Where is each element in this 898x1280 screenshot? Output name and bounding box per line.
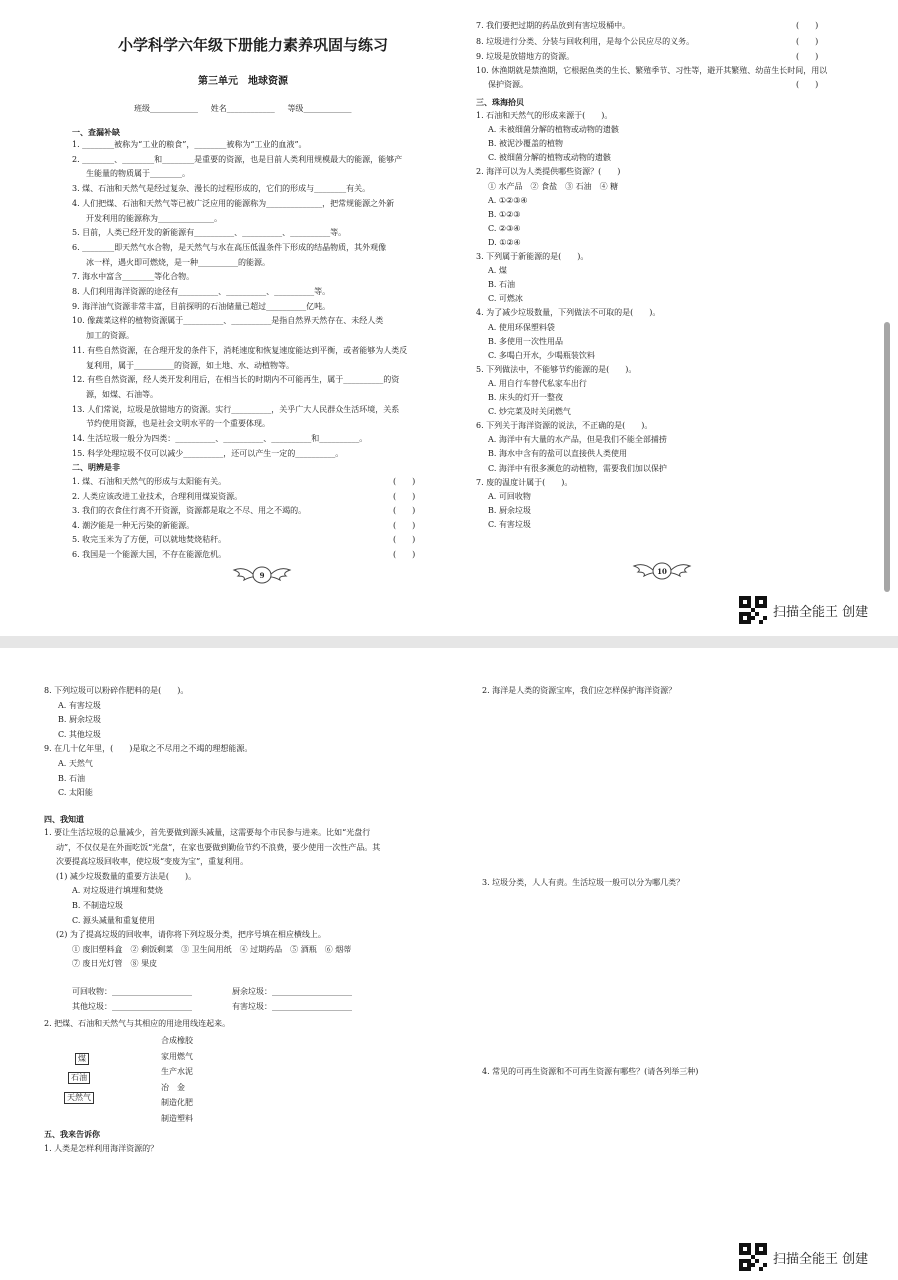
mc-option[interactable]: C. ②③④ <box>488 223 521 233</box>
question-line: 1. 要让生活垃圾的总量减少，首先要做到源头减量，这需要每个市民参与进来。比如“光盘行 <box>44 828 371 837</box>
question-line-continued[interactable]: 开发利用的能源称为______________。 <box>86 213 222 223</box>
section-heading: 四、我知道 <box>44 814 84 824</box>
page-number: 9 <box>259 571 265 580</box>
statement-item-continued: 保护资源。 <box>488 80 528 89</box>
category-other[interactable]: 其他垃圾：____________________ <box>72 1002 192 1011</box>
unit-heading: 第三单元 地球资源 <box>198 76 288 87</box>
qr-code-icon <box>739 1243 767 1271</box>
mc-question: 4. 为了减少垃圾数量，下列做法不可取的是( )。 <box>476 308 661 318</box>
question-line[interactable]: 5. 目前，人类已经开发的新能源有__________、__________、__________等。 <box>72 228 347 238</box>
mc-option[interactable]: A. 未被细菌分解的植物或动物的遗骸 <box>488 125 619 135</box>
use-item[interactable]: 冶 金 <box>161 1082 185 1092</box>
answer-parentheses[interactable]: ( ) <box>393 535 416 545</box>
mc-option[interactable]: A. 使用环保塑料袋 <box>488 322 555 332</box>
mc-option[interactable]: B. ①②③ <box>488 209 521 219</box>
mc-question: 2. 海洋可以为人类提供哪些资源？( ) <box>476 167 621 177</box>
statement-item: 6. 我国是一个能源大国，不存在能源危机。 <box>72 550 227 559</box>
page-number: 10 <box>657 567 667 576</box>
statement-item: 3. 我们的衣食住行离不开资源，资源都是取之不尽、用之不竭的。 <box>72 506 307 516</box>
fuel-box[interactable] <box>75 1053 89 1065</box>
answer-parentheses[interactable]: ( ) <box>796 80 819 89</box>
question-line[interactable]: 15. 科学处理垃圾不仅可以减少__________，还可以产生一定的__________。 <box>72 448 344 458</box>
question-line: (1) 减少垃圾数量的重要方法是( )。 <box>56 871 197 881</box>
question-line[interactable]: 7. 海水中富含________等化合物。 <box>72 272 195 282</box>
statement-item: 7. 我们要把过期的药品放到有害垃圾桶中。 <box>476 21 631 30</box>
answer-parentheses[interactable]: ( ) <box>393 520 416 530</box>
section-heading: 二、明辨是非 <box>72 462 120 472</box>
open-question: 1. 人类是怎样利用海洋资源的？ <box>44 1144 159 1153</box>
category-kitchen[interactable]: 厨余垃圾：____________________ <box>232 987 352 996</box>
question-line[interactable]: 3. 煤、石油和天然气是经过复杂、漫长的过程形成的，它们的形成与________有关。 <box>72 184 371 194</box>
fuel-label: 天然气 <box>64 1092 94 1104</box>
category-hazardous[interactable]: 有害垃圾：____________________ <box>232 1002 352 1011</box>
class-blank[interactable]: ____________ <box>150 104 198 113</box>
answer-parentheses[interactable]: ( ) <box>393 506 416 516</box>
mc-option[interactable]: C. 海洋中有很多濒危的动植物，需要我们加以保护 <box>488 463 667 473</box>
open-question: 3. 垃圾分类，人人有责。生活垃圾一般可以分为哪几类？ <box>482 878 685 887</box>
question-line-continued[interactable]: 加工的资源。 <box>86 331 134 341</box>
statement-item: 2. 人类应该改进工业技术，合理利用煤炭资源。 <box>72 491 243 501</box>
answer-parentheses[interactable]: ( ) <box>393 477 416 486</box>
mc-option[interactable]: C. 被细菌分解的植物或动物的遗骸 <box>488 153 611 163</box>
question-line[interactable]: C. 源头减量和重复使用 <box>72 915 155 925</box>
mc-option[interactable]: A. 天然气 <box>58 759 93 768</box>
question-line-continued[interactable]: 源，如煤、石油等。 <box>86 389 158 399</box>
question-line[interactable]: 13. 人们常说，垃圾是放错地方的资源。实行__________，关乎广大人民群众生活环境，关系 <box>72 404 400 414</box>
answer-parentheses[interactable]: ( ) <box>796 52 819 61</box>
use-item[interactable]: 合成橡胶 <box>161 1036 193 1045</box>
use-item[interactable]: 制造化肥 <box>161 1098 193 1108</box>
question-line: 次要提高垃圾回收率，使垃圾“变废为宝”，重复利用。 <box>56 857 249 867</box>
question-line[interactable]: 6. ________即天然气水合物，是天然气与水在高压低温条件下形成的结晶物质，其外观像 <box>72 242 387 252</box>
use-item[interactable]: 家用燃气 <box>161 1051 193 1061</box>
mc-option[interactable]: C. 太阳能 <box>58 788 93 798</box>
statement-item: 5. 收完玉米为了方便，可以就地焚烧秸秆。 <box>72 535 227 545</box>
use-item[interactable]: 生产水泥 <box>161 1067 193 1077</box>
mc-option[interactable]: B. 多使用一次性用品 <box>488 336 563 346</box>
mc-option[interactable]: A. 有害垃圾 <box>58 700 101 710</box>
mc-question: 7. 废的温度计属于( )。 <box>476 477 573 487</box>
mc-question: 6. 下列关于海洋资源的说法，不正确的是( )。 <box>476 421 653 431</box>
grade-label: 等级 <box>287 104 304 113</box>
question-line[interactable]: 11. 有些自然资源，在合理开发的条件下，消耗速度和恢复速度能达到平衡，或者能够为人类反 <box>72 345 408 355</box>
mc-option[interactable]: A. ①②③④ <box>488 195 528 205</box>
question-line: (2) 为了提高垃圾的回收率，请你将下列垃圾分类，把序号填在相应横线上。 <box>56 930 326 940</box>
answer-parentheses[interactable]: ( ) <box>796 21 819 30</box>
question-line[interactable]: 12. 有些自然资源，经人类开发利用后，在相当长的时期内不可能再生，属于__________的资 <box>72 375 400 385</box>
question-line[interactable]: A. 对垃圾进行填埋和焚烧 <box>72 886 163 896</box>
answer-parentheses[interactable]: ( ) <box>393 550 416 559</box>
open-question: 4. 常见的可再生资源和不可再生资源有哪些？(请各列举三种) <box>482 1067 699 1076</box>
mc-option[interactable]: ① 水产品 ② 食盐 ③ 石油 ④ 糖 <box>488 181 619 191</box>
name-label: 姓名 <box>210 104 227 113</box>
category-recyclable[interactable]: 可回收物：____________________ <box>72 987 192 996</box>
page-number-badge <box>632 560 692 582</box>
statement-item: 10. 休渔期就是禁渔期，它根据鱼类的生长、繁殖季节、习性等，避开其繁殖、幼苗生长时间，用以 <box>476 66 828 75</box>
mc-option[interactable]: B. 床头的灯开一整夜 <box>488 393 563 402</box>
worksheet-title: 小学科学六年级下册能力素养巩固与练习 <box>118 36 389 54</box>
mc-option[interactable]: B. 石油 <box>58 773 85 783</box>
open-question: 2. 海洋是人类的资源宝库，我们应怎样保护海洋资源？ <box>482 686 677 695</box>
mc-option[interactable]: C. 可燃冰 <box>488 294 523 304</box>
mc-option[interactable]: A. 煤 <box>488 266 507 276</box>
statement-item: 9. 垃圾是放错地方的资源。 <box>476 52 575 61</box>
use-item[interactable]: 制造塑料 <box>161 1114 193 1123</box>
watermark-text: 扫描全能王 创建 <box>773 604 869 620</box>
class-label: 班级 <box>134 104 150 113</box>
page-gap <box>0 636 898 648</box>
mc-question: 9. 在几十亿年里，( )是取之不尽用之不竭的理想能源。 <box>44 744 253 754</box>
answer-parentheses[interactable]: ( ) <box>393 491 416 501</box>
question-line[interactable]: 9. 海洋油气资源非常丰富，目前探明的石油储量已超过__________亿吨。 <box>72 301 331 311</box>
fuel-box[interactable] <box>68 1072 90 1084</box>
question-line[interactable]: 2. ________、________和________是重要的资源，也是目前人类利用规模最大的能源，能够产 <box>72 154 403 164</box>
mc-option[interactable]: B. 被泥沙覆盖的植物 <box>488 139 563 149</box>
statement-item: 1. 煤、石油和天然气的形成与太阳能有关。 <box>72 477 227 486</box>
mc-question: 3. 下列属于新能源的是( )。 <box>476 252 589 261</box>
question-line: 动”，不仅仅是在外面吃饭“光盘”，在家也要做到勤俭节约不浪费，要少使用一次性产品。其 <box>56 842 381 852</box>
mc-option[interactable]: C. 炒完菜及时关闭燃气 <box>488 407 571 417</box>
name-blank[interactable]: ____________ <box>226 104 275 113</box>
question-line-continued[interactable]: 生能量的物质属于________。 <box>86 169 190 179</box>
qr-code-icon <box>739 596 767 624</box>
question-line[interactable]: 14. 生活垃圾一般分为四类：__________、__________、__________和__________。 <box>72 434 368 443</box>
section-heading: 五、我来告诉你 <box>44 1129 100 1139</box>
question-line: ① 废旧塑料盒 ② 剩饭剩菜 ③ 卫生间用纸 ④ 过期药品 ⑤ 酒瓶 ⑥ 烟蒂 <box>72 944 352 954</box>
mc-question: 8. 下列垃圾可以粉碎作肥料的是( )。 <box>44 686 189 695</box>
statement-item: 8. 垃圾进行分类、分装与回收利用，是每个公民应尽的义务。 <box>476 37 695 46</box>
mc-option[interactable]: D. ①②④ <box>488 237 521 247</box>
mc-question: 1. 石油和天然气的形成来源于( )。 <box>476 111 613 120</box>
section-heading: 一、查漏补缺 <box>72 127 120 137</box>
grade-blank[interactable]: ____________ <box>303 104 352 113</box>
scanner-watermark <box>739 596 868 624</box>
mc-option[interactable]: B. 石油 <box>488 280 515 290</box>
answer-parentheses[interactable]: ( ) <box>796 37 819 46</box>
page-number-badge <box>232 564 292 586</box>
mc-option[interactable]: B. 厨余垃圾 <box>58 715 101 725</box>
mc-option[interactable]: B. 海水中含有的盐可以直接供人类使用 <box>488 449 627 459</box>
question-line-continued[interactable]: 复利用，属于__________的资源，如土地、水、动植物等。 <box>86 360 294 370</box>
mc-option[interactable]: C. 其他垃圾 <box>58 729 101 739</box>
question-line[interactable]: 10. 像蔬菜这样的植物资源属于__________、__________是指自然界天然存在、未经人类 <box>72 316 384 326</box>
scanner-watermark <box>739 1243 868 1271</box>
section-heading: 三、珠海拾贝 <box>476 97 524 107</box>
mc-question: 5. 下列做法中，不能够节约能源的是( )。 <box>476 364 637 374</box>
fuel-label: 石油 <box>68 1072 90 1084</box>
question-line-continued[interactable]: 节约使用资源，也是社会文明水平的一个重要体现。 <box>86 419 270 429</box>
fuel-box[interactable] <box>64 1092 94 1104</box>
student-info-line <box>134 104 351 114</box>
scrollbar-thumb[interactable] <box>884 322 890 592</box>
mc-option[interactable]: C. 多喝白开水，少喝瓶装饮料 <box>488 350 595 360</box>
statement-item: 4. 潮汐能是一种无污染的新能源。 <box>72 520 195 530</box>
question-line-continued[interactable]: 冰一样，遇火即可燃烧，是一种__________的能源。 <box>86 257 270 267</box>
mc-option[interactable]: A. 可回收物 <box>488 491 531 501</box>
mc-option[interactable]: C. 有害垃圾 <box>488 519 531 529</box>
mc-option[interactable]: A. 用自行车替代私家车出行 <box>488 378 587 388</box>
watermark-text: 扫描全能王 创建 <box>773 1251 869 1267</box>
mc-option[interactable]: B. 厨余垃圾 <box>488 505 531 515</box>
fuel-label: 煤 <box>75 1053 89 1065</box>
matching-question: 2. 把煤、石油和天然气与其相应的用途用线连起来。 <box>44 1019 231 1028</box>
question-line[interactable]: 8. 人们利用海洋资源的途径有__________、__________、__________等。 <box>72 287 331 296</box>
question-line[interactable]: B. 不制造垃圾 <box>72 901 123 910</box>
question-line[interactable]: 4. 人们把煤、石油和天然气等已被广泛应用的能源称为______________，把常规能源之外新 <box>72 198 395 208</box>
question-line: ⑦ 废日光灯管 ⑧ 果皮 <box>72 959 158 969</box>
mc-option[interactable]: A. 海洋中有大量的水产品，但是我们不能全部捕捞 <box>488 435 667 445</box>
question-line[interactable]: 1. ________被称为“工业的粮食”，________被称为“工业的血液”。 <box>72 140 307 149</box>
